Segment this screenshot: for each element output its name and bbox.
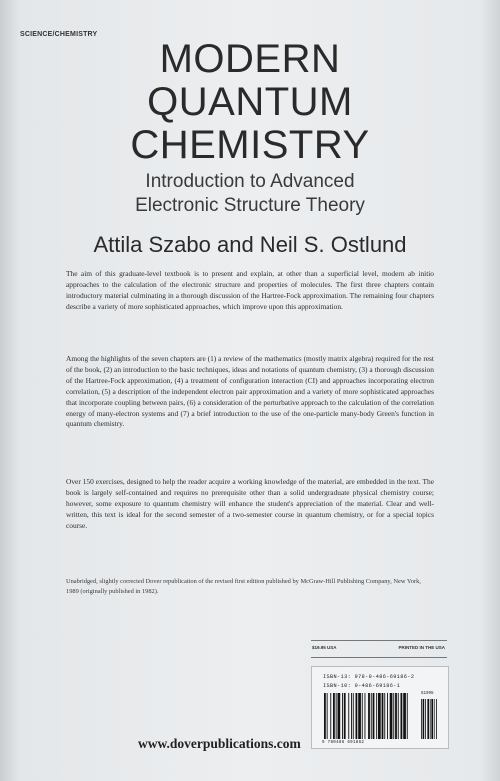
subtitle-line-1: Introduction to Advanced — [145, 171, 355, 192]
isbn-13: ISBN-13: 978-0-486-69186-2 — [323, 674, 415, 680]
title-line-1: MODERN — [159, 37, 341, 81]
price-strip — [311, 640, 447, 658]
book-title — [0, 38, 500, 167]
subtitle-line-2: Electronic Structure Theory — [135, 195, 365, 216]
book-subtitle — [0, 170, 500, 218]
printed-in-label: PRINTED IN THE USA — [398, 645, 445, 650]
barcode-icon — [322, 693, 438, 741]
description-paragraph-1: The aim of this graduate-level textbook is to present and explain, at other than a superficial level, modern ab initio approaches to the calculation of the electronic structure and properties of molecules. The first three chapters contain introductory material culminating in a thorough discussion of the Hartree-Fock approximation. The remaining four chapters describe a variety of more sophisticated approaches, which improve upon this approximation. — [66, 269, 434, 311]
website-url: www.doverpublications.com — [138, 736, 301, 751]
description-paragraph-2: Among the highlights of the seven chapters are (1) a review of the mathematics (mostly matrix algebra) required for the rest of the book, (2) an introduction to the basic techniques, ideas and notations of quantum chemistry, (3) a thorough discussion of the Hartree-Fock approximation, (4) a treatment of configuration interaction (CI) and approaches incorporating electron correlation, (5) a description of the independent electron pair approximation and a variety of more sophisticated approaches that incorporate coupling between pairs, (6) a consideration of the perturbative approach to the calculation of the correlation energy of many-electron systems and (7) a brief introduction to the use of the one-particle many-body Green's function in quantum chemistry. — [66, 354, 434, 429]
authors: Attila Szabo and Neil S. Ostlund — [93, 232, 407, 257]
title-line-2: QUANTUM — [147, 80, 353, 124]
barcode-addon-number: 51995 — [421, 692, 434, 696]
barcode-panel — [311, 666, 449, 749]
isbn-10: ISBN-10: 0-486-69186-1 — [323, 683, 401, 689]
barcode-digits: 9 780486 691862 — [322, 741, 365, 745]
title-line-3: CHEMISTRY — [130, 123, 370, 167]
description-paragraph-3: Over 150 exercises, designed to help the reader acquire a working knowledge of the material, are embedded in the text. The book is largely self-contained and requires no prerequisite other than a solid undergraduate physical chemistry course; however, some exposure to quantum chemistry will enhance the student's appreciation of the material. Clear and well-written, this text is ideal for the second semester of a two-semester course in quantum chemistry, or for a special topics course. — [66, 477, 434, 530]
category-label: SCIENCE/CHEMISTRY — [20, 31, 98, 38]
price-label: $19.95 USA — [312, 645, 337, 650]
publication-note: Unabridged, slightly corrected Dover republication of the revised first edition published by McGraw-Hill Publishing Company, New York, 1989 (originally published in 1982). — [66, 578, 421, 595]
